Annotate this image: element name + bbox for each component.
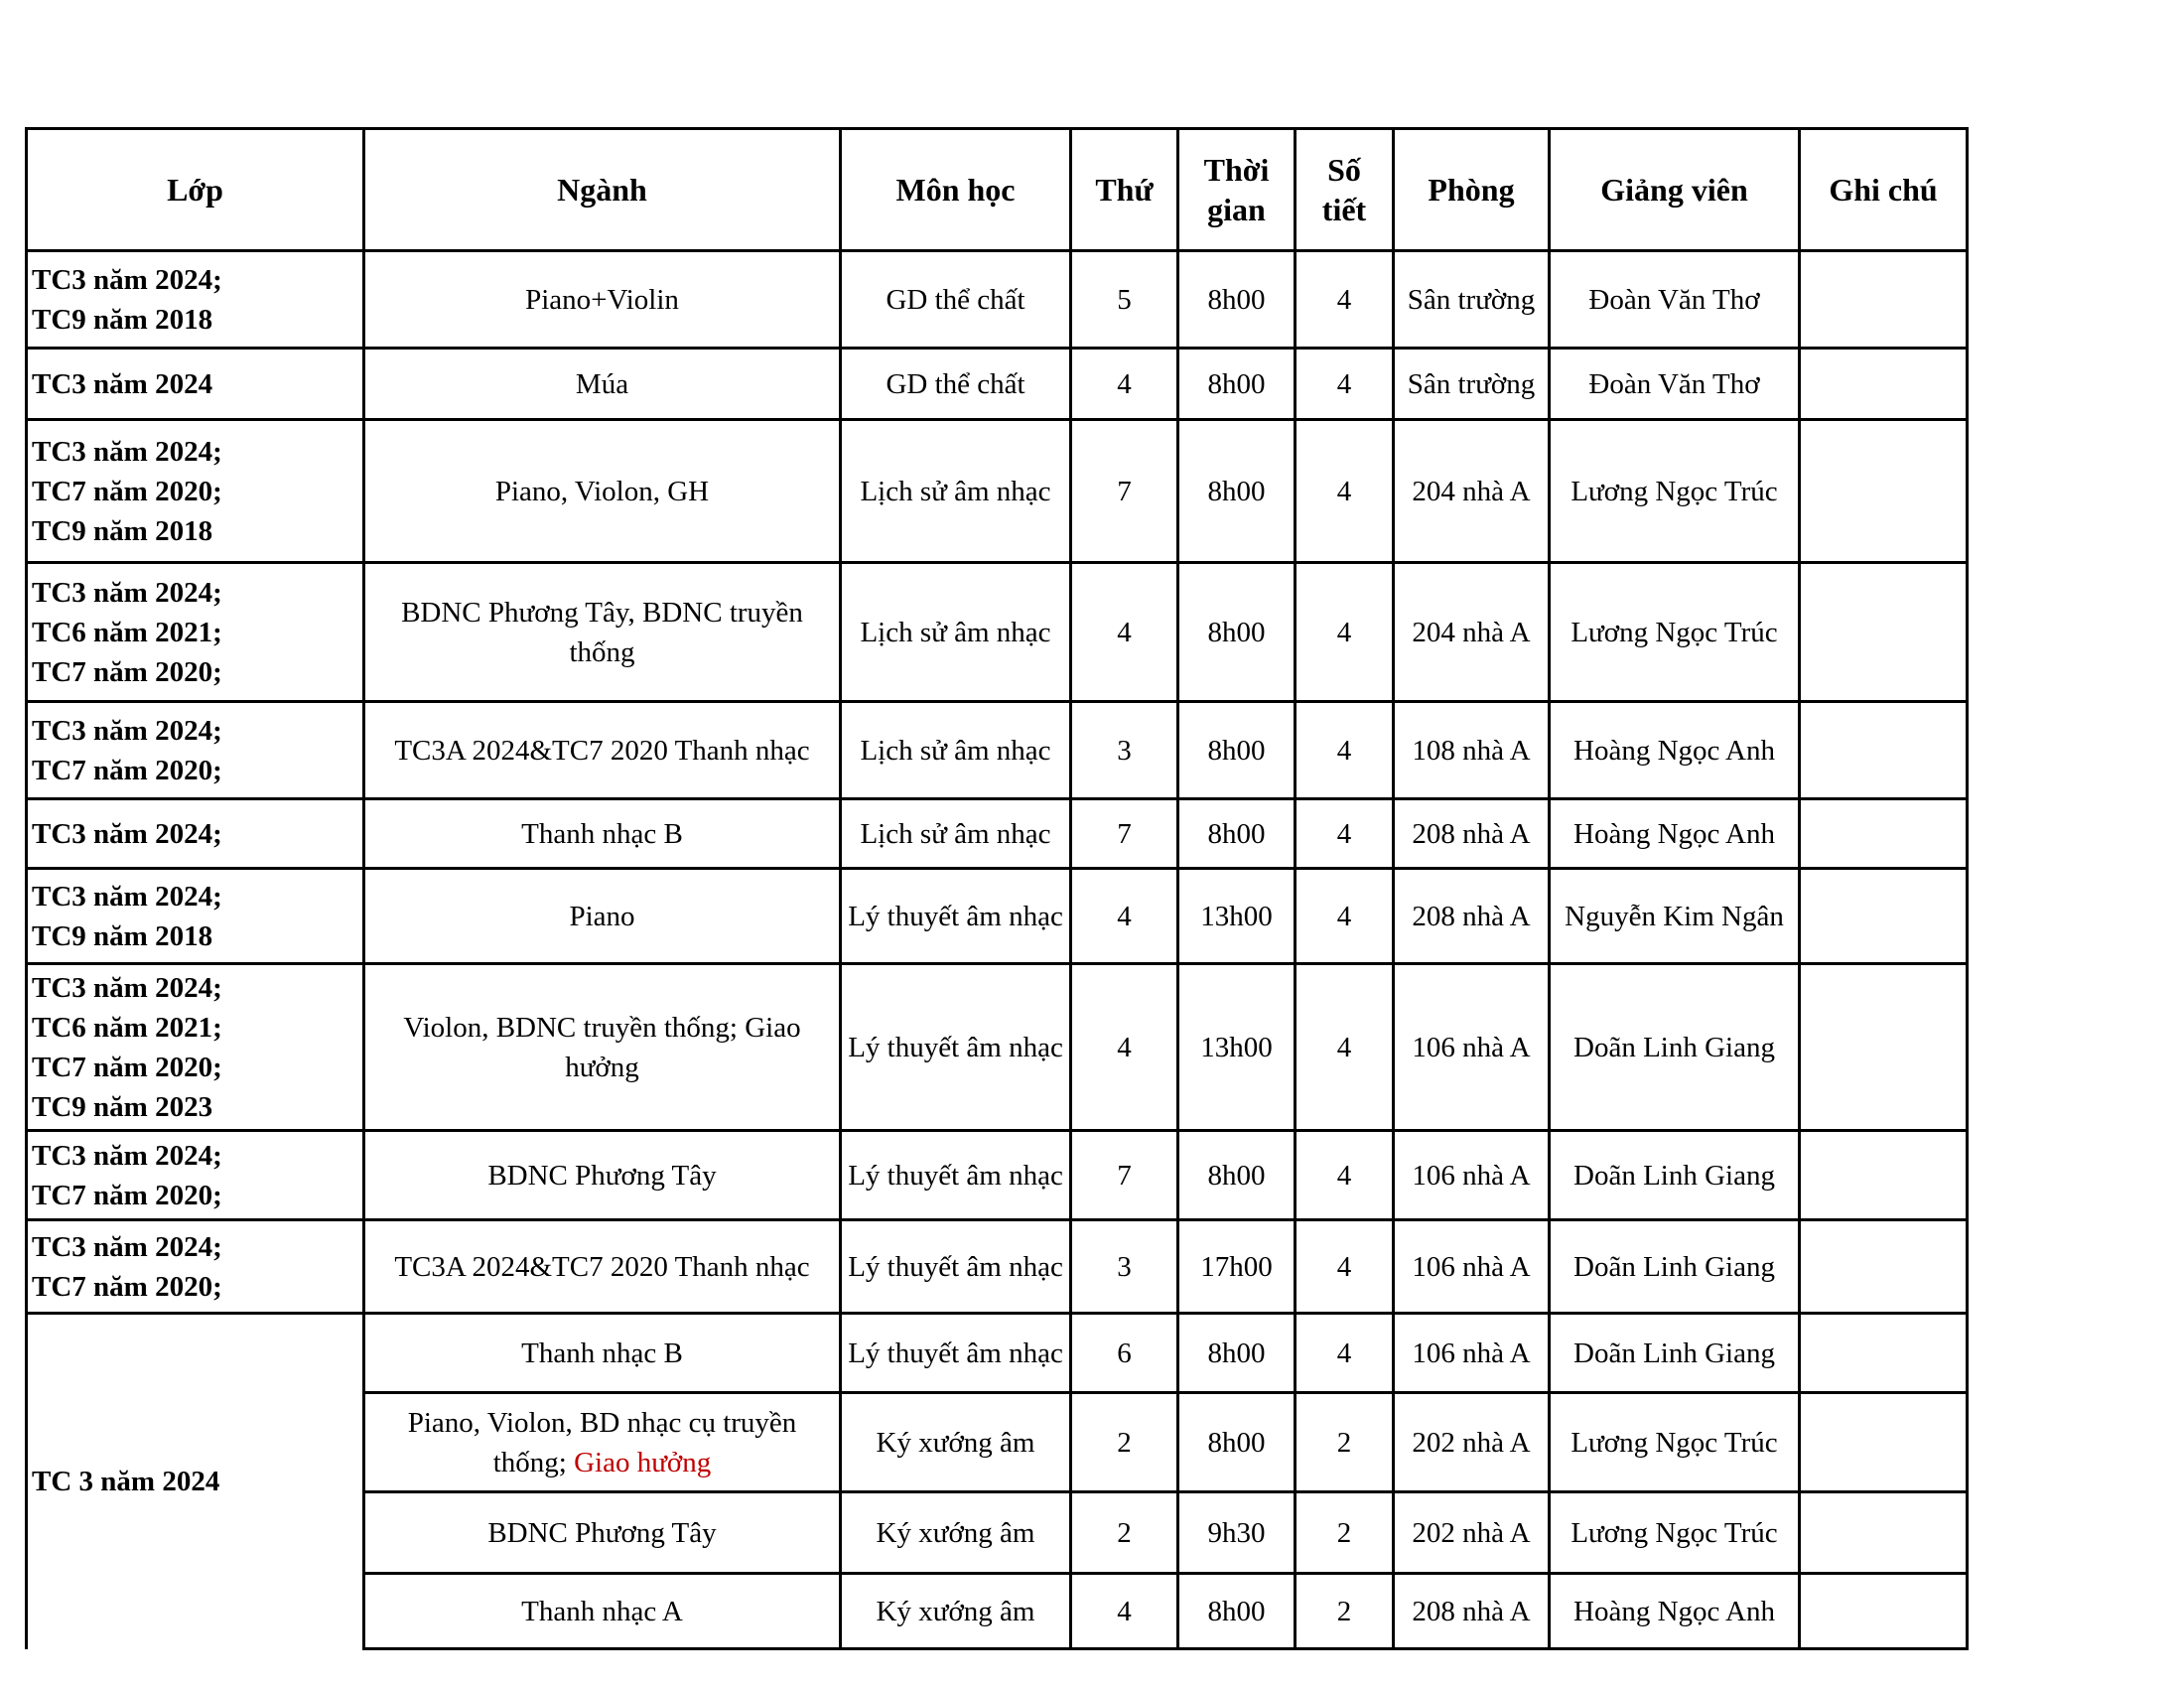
cell-thu: 4 (1071, 869, 1178, 964)
table-row (27, 1220, 1968, 1314)
cell-nganh: Piano+Violin (364, 251, 841, 349)
lop-line: TC3 năm 2024; (32, 817, 222, 850)
cell-mon-hoc: GD thể chất (841, 251, 1071, 349)
cell-mon-hoc: Lý thuyết âm nhạc (841, 964, 1071, 1131)
cell-so-tiet: 4 (1296, 251, 1394, 349)
cell-so-tiet: 4 (1296, 420, 1394, 563)
cell-so-tiet: 4 (1296, 964, 1394, 1131)
table-row (27, 1314, 1968, 1393)
cell-thoi-gian: 8h00 (1178, 420, 1296, 563)
lop-line: TC6 năm 2021; (32, 1011, 222, 1044)
cell-nganh: BDNC Phương Tây (364, 1131, 841, 1220)
cell-giang-vien: Nguyễn Kim Ngân (1550, 869, 1800, 964)
cell-nganh: Thanh nhạc B (364, 799, 841, 869)
cell-phong: 202 nhà A (1394, 1492, 1550, 1574)
cell-lop (27, 869, 364, 964)
cell-ghi-chu (1800, 702, 1968, 799)
cell-giang-vien: Đoàn Văn Thơ (1550, 251, 1800, 349)
lop-line: TC3 năm 2024; (32, 435, 222, 468)
cell-thoi-gian: 17h00 (1178, 1220, 1296, 1314)
lop-line: TC3 năm 2024; (32, 880, 222, 913)
cell-lop (27, 799, 364, 869)
cell-so-tiet: 4 (1296, 799, 1394, 869)
cell-ghi-chu (1800, 1220, 1968, 1314)
cell-nganh: BDNC Phương Tây, BDNC truyền thống (364, 563, 841, 702)
header-thoi-gian: Thời gian (1178, 129, 1296, 251)
table-row (27, 869, 1968, 964)
header-lop: Lớp (27, 129, 364, 251)
lop-line: TC7 năm 2020; (32, 475, 222, 507)
cell-mon-hoc: Lý thuyết âm nhạc (841, 1314, 1071, 1393)
cell-mon-hoc: Lịch sử âm nhạc (841, 420, 1071, 563)
schedule-table (25, 127, 1969, 1650)
cell-lop (27, 1220, 364, 1314)
cell-phong: 106 nhà A (1394, 1220, 1550, 1314)
cell-thoi-gian: 8h00 (1178, 1393, 1296, 1492)
cell-giang-vien: Lương Ngọc Trúc (1550, 420, 1800, 563)
lop-line: TC9 năm 2018 (32, 919, 213, 952)
cell-giang-vien: Hoàng Ngọc Anh (1550, 799, 1800, 869)
lop-line: TC9 năm 2023 (32, 1090, 213, 1123)
cell-mon-hoc: Lý thuyết âm nhạc (841, 1220, 1071, 1314)
cell-giang-vien: Lương Ngọc Trúc (1550, 1393, 1800, 1492)
cell-mon-hoc: Lịch sử âm nhạc (841, 799, 1071, 869)
lop-line: TC7 năm 2020; (32, 1179, 222, 1211)
cell-thu: 3 (1071, 702, 1178, 799)
cell-lop (27, 702, 364, 799)
cell-thoi-gian: 8h00 (1178, 563, 1296, 702)
cell-mon-hoc: Ký xướng âm (841, 1574, 1071, 1649)
cell-giang-vien: Hoàng Ngọc Anh (1550, 1574, 1800, 1649)
header-giang-vien: Giảng viên (1550, 129, 1800, 251)
cell-thoi-gian: 8h00 (1178, 349, 1296, 420)
cell-giang-vien: Doãn Linh Giang (1550, 1131, 1800, 1220)
lop-line: TC3 năm 2024; (32, 1139, 222, 1172)
table-row (27, 1131, 1968, 1220)
cell-giang-vien: Lương Ngọc Trúc (1550, 1492, 1800, 1574)
table-row (27, 251, 1968, 349)
lop-line: TC3 năm 2024 (32, 367, 213, 400)
cell-phong: 204 nhà A (1394, 563, 1550, 702)
cell-so-tiet: 2 (1296, 1574, 1394, 1649)
lop-line: TC7 năm 2020; (32, 1051, 222, 1083)
cell-thu: 4 (1071, 1574, 1178, 1649)
cell-mon-hoc: Lịch sử âm nhạc (841, 563, 1071, 702)
cell-thu: 2 (1071, 1393, 1178, 1492)
cell-ghi-chu (1800, 1131, 1968, 1220)
cell-so-tiet: 4 (1296, 563, 1394, 702)
cell-phong: 106 nhà A (1394, 964, 1550, 1131)
cell-phong: 208 nhà A (1394, 869, 1550, 964)
lop-line: TC3 năm 2024; (32, 971, 222, 1004)
cell-ghi-chu (1800, 563, 1968, 702)
cell-nganh: Piano, Violon, GH (364, 420, 841, 563)
header-phong: Phòng (1394, 129, 1550, 251)
cell-ghi-chu (1800, 349, 1968, 420)
header-nganh: Ngành (364, 129, 841, 251)
cell-nganh: Piano (364, 869, 841, 964)
header-row (27, 129, 1968, 251)
cell-thoi-gian: 13h00 (1178, 964, 1296, 1131)
cell-thu: 6 (1071, 1314, 1178, 1393)
table-row (27, 563, 1968, 702)
lop-line: TC7 năm 2020; (32, 655, 222, 688)
cell-phong: Sân trường (1394, 251, 1550, 349)
cell-nganh: Múa (364, 349, 841, 420)
cell-phong: 108 nhà A (1394, 702, 1550, 799)
nganh-text: Thanh nhạc A (521, 1595, 683, 1627)
table-row (27, 702, 1968, 799)
cell-lop (27, 349, 364, 420)
cell-mon-hoc: Lý thuyết âm nhạc (841, 869, 1071, 964)
cell-thu: 4 (1071, 563, 1178, 702)
table-row (27, 349, 1968, 420)
cell-giang-vien: Doãn Linh Giang (1550, 964, 1800, 1131)
cell-phong: 208 nhà A (1394, 1574, 1550, 1649)
cell-ghi-chu (1800, 1574, 1968, 1649)
header-ghi-chu: Ghi chú (1800, 129, 1968, 251)
cell-phong: 106 nhà A (1394, 1131, 1550, 1220)
cell-thu: 5 (1071, 251, 1178, 349)
cell-nganh (364, 1574, 841, 1649)
cell-mon-hoc: Ký xướng âm (841, 1492, 1071, 1574)
cell-so-tiet: 4 (1296, 702, 1394, 799)
cell-mon-hoc: Lịch sử âm nhạc (841, 702, 1071, 799)
header-so-tiet: Số tiết (1296, 129, 1394, 251)
nganh-text: BDNC Phương Tây (487, 1516, 717, 1549)
cell-thoi-gian: 8h00 (1178, 799, 1296, 869)
cell-so-tiet: 4 (1296, 869, 1394, 964)
cell-thoi-gian: 8h00 (1178, 1131, 1296, 1220)
cell-ghi-chu (1800, 1314, 1968, 1393)
table-row (27, 420, 1968, 563)
cell-thu: 7 (1071, 1131, 1178, 1220)
lop-line: TC7 năm 2020; (32, 1270, 222, 1303)
cell-nganh: TC3A 2024&TC7 2020 Thanh nhạc (364, 702, 841, 799)
cell-thu: 4 (1071, 349, 1178, 420)
cell-lop (27, 251, 364, 349)
cell-ghi-chu (1800, 1393, 1968, 1492)
nganh-text: Thanh nhạc B (521, 1336, 683, 1369)
cell-ghi-chu (1800, 869, 1968, 964)
cell-thu: 4 (1071, 964, 1178, 1131)
lop-line: TC3 năm 2024; (32, 714, 222, 747)
lop-line: TC9 năm 2018 (32, 514, 213, 547)
cell-so-tiet: 2 (1296, 1393, 1394, 1492)
cell-phong: 204 nhà A (1394, 420, 1550, 563)
cell-mon-hoc: Ký xướng âm (841, 1393, 1071, 1492)
cell-so-tiet: 4 (1296, 1314, 1394, 1393)
cell-thoi-gian: 9h30 (1178, 1492, 1296, 1574)
cell-nganh (364, 1492, 841, 1574)
cell-ghi-chu (1800, 420, 1968, 563)
cell-so-tiet: 4 (1296, 349, 1394, 420)
cell-ghi-chu (1800, 251, 1968, 349)
schedule-body (27, 251, 1968, 1649)
cell-lop (27, 420, 364, 563)
table-row (27, 799, 1968, 869)
lop-line: TC3 năm 2024; (32, 263, 222, 296)
cell-thoi-gian: 8h00 (1178, 251, 1296, 349)
cell-thu: 3 (1071, 1220, 1178, 1314)
cell-thoi-gian: 8h00 (1178, 1574, 1296, 1649)
cell-so-tiet: 4 (1296, 1220, 1394, 1314)
cell-giang-vien: Doãn Linh Giang (1550, 1314, 1800, 1393)
cell-thu: 2 (1071, 1492, 1178, 1574)
cell-phong: Sân trường (1394, 349, 1550, 420)
cell-giang-vien: Lương Ngọc Trúc (1550, 563, 1800, 702)
cell-lop (27, 563, 364, 702)
cell-giang-vien: Đoàn Văn Thơ (1550, 349, 1800, 420)
lop-line: TC7 năm 2020; (32, 754, 222, 786)
cell-lop (27, 1131, 364, 1220)
cell-thoi-gian: 8h00 (1178, 1314, 1296, 1393)
cell-ghi-chu (1800, 964, 1968, 1131)
cell-nganh (364, 1314, 841, 1393)
cell-thu: 7 (1071, 799, 1178, 869)
cell-lop-merged: TC 3 năm 2024 (27, 1314, 364, 1649)
cell-ghi-chu (1800, 799, 1968, 869)
cell-thu: 7 (1071, 420, 1178, 563)
cell-giang-vien: Doãn Linh Giang (1550, 1220, 1800, 1314)
lop-line: TC3 năm 2024; (32, 576, 222, 609)
cell-nganh: Violon, BDNC truyền thống; Giao hưởng (364, 964, 841, 1131)
cell-so-tiet: 2 (1296, 1492, 1394, 1574)
table-row (27, 964, 1968, 1131)
header-thu: Thứ (1071, 129, 1178, 251)
cell-giang-vien: Hoàng Ngọc Anh (1550, 702, 1800, 799)
cell-nganh (364, 1393, 841, 1492)
cell-mon-hoc: Lý thuyết âm nhạc (841, 1131, 1071, 1220)
cell-lop (27, 964, 364, 1131)
cell-so-tiet: 4 (1296, 1131, 1394, 1220)
nganh-highlight: Giao hưởng (574, 1446, 712, 1478)
header-mon-hoc: Môn học (841, 129, 1071, 251)
cell-phong: 202 nhà A (1394, 1393, 1550, 1492)
cell-nganh: TC3A 2024&TC7 2020 Thanh nhạc (364, 1220, 841, 1314)
nganh-text: Piano, Violon, BD nhạc cụ truyền thống; (407, 1406, 797, 1478)
cell-phong: 106 nhà A (1394, 1314, 1550, 1393)
cell-mon-hoc: GD thể chất (841, 349, 1071, 420)
cell-thoi-gian: 8h00 (1178, 702, 1296, 799)
cell-phong: 208 nhà A (1394, 799, 1550, 869)
lop-line: TC6 năm 2021; (32, 616, 222, 648)
lop-line: TC9 năm 2018 (32, 303, 213, 336)
cell-thoi-gian: 13h00 (1178, 869, 1296, 964)
cell-ghi-chu (1800, 1492, 1968, 1574)
lop-line: TC3 năm 2024; (32, 1230, 222, 1263)
